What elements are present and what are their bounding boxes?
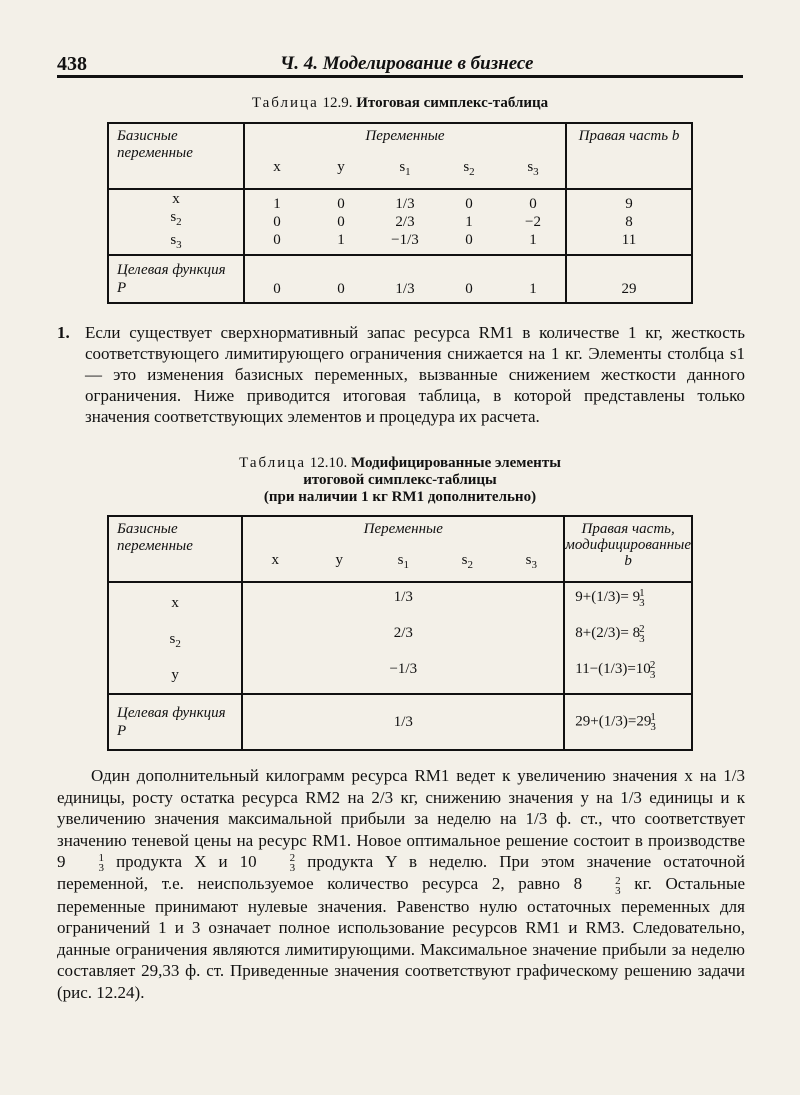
table1 xyxy=(107,122,693,304)
table2-var-y: y xyxy=(335,552,344,568)
table-row: 2/3 xyxy=(393,625,413,641)
table-row: 0 0 2/3 1 −2 xyxy=(273,214,541,230)
table1-var-s1: $s_1$ xyxy=(399,159,411,178)
table1-col-basic: Базисные переменные xyxy=(108,123,244,189)
table1-objective-values: 0 0 1/3 0 1 xyxy=(244,255,566,303)
table2-caption-title-3: (при наличии 1 кг RM1 дополнительно) xyxy=(263,489,537,505)
table1-values xyxy=(244,189,566,255)
table2 xyxy=(107,515,693,751)
table2-var-s1: $s_1$ xyxy=(397,552,409,571)
table2-col-vars: Переменные xyxy=(363,521,443,537)
table2-col-rhs: Правая часть, модифицированные b xyxy=(564,516,692,582)
table2-body-row xyxy=(108,582,692,694)
table1-col-rhs: Правая часть b xyxy=(566,123,692,189)
table1-objective-rhs: 29 xyxy=(566,255,692,303)
table2-objective-rhs: 29+(1/3)=29 1 3 xyxy=(564,694,692,750)
table-row: 1 0 1/3 0 0 xyxy=(273,196,537,212)
paragraph-1-text: Если существует сверхнормативный запас ресурса RM1 в количестве 1 кг, жесткость соответствующего лимитирующего ограничения снижается на 1 кг. Элементы столбца s1 — это изменения базисных переменных, вызванные снижением жесткости данного ограничения. Ниже приводится итоговая таблица, в которой представлены только значения соответствующих элементов и процедура их расчета. xyxy=(85,323,745,426)
table2-basis-x: x xyxy=(171,595,179,611)
table2-objective-row xyxy=(108,694,692,750)
table-row: −1/3 xyxy=(389,661,418,677)
table1-var-x: x xyxy=(273,159,281,175)
table1-caption-title: Итоговая симплекс-таблица xyxy=(356,95,549,111)
paragraph-2 xyxy=(57,765,745,1004)
table2-var-labels xyxy=(243,552,563,571)
table2-rhs-values xyxy=(564,582,692,694)
table1-objective-row xyxy=(108,255,692,303)
table1-var-y: y xyxy=(337,159,345,175)
table1-var-s3: $s_3$ xyxy=(527,159,539,178)
header-rule xyxy=(57,75,743,78)
table2-objective-label: Целевая функция P xyxy=(108,694,242,750)
table2-caption-label: Таблица xyxy=(239,455,306,471)
running-title: Ч. 4. Моделирование в бизнесе xyxy=(280,53,534,74)
table1-objective-label: Целевая функция P xyxy=(108,255,244,303)
table2-caption-number: 12.10. xyxy=(309,455,348,471)
table2-caption xyxy=(100,455,700,506)
table2-col-basic: Базисные переменные xyxy=(108,516,242,582)
table-row: 1/3 xyxy=(393,589,413,605)
table2-basis-y: y xyxy=(171,667,179,683)
table2-objective-values: 1/3 xyxy=(242,694,564,750)
table2-vars-header xyxy=(242,516,564,582)
paragraph-1 xyxy=(57,322,745,427)
table2-values xyxy=(242,582,564,694)
table2-rhs-row: 11−(1/3)=10 2 3 xyxy=(575,658,656,681)
table2-var-s3: $s_3$ xyxy=(525,552,537,571)
table2-caption-title-1: Модифицированные элементы xyxy=(350,455,561,471)
table2-caption-title-2: итоговой симплекс-таблицы xyxy=(303,472,497,488)
table1-header-row xyxy=(108,123,692,189)
table2-header-row xyxy=(108,516,692,582)
table1-body-row xyxy=(108,189,692,255)
table-row: 0 1 −1/3 0 1 xyxy=(273,232,537,248)
table2-basis-cell xyxy=(108,582,242,694)
table1-basis-cell xyxy=(108,189,244,255)
table2-basis-s2: $s_2$ xyxy=(169,631,181,650)
table1-caption xyxy=(100,95,700,112)
table1-var-s2: $s_2$ xyxy=(463,159,475,178)
table2-var-x: x xyxy=(271,552,280,568)
table1-basis-x: x xyxy=(172,191,180,207)
table1-caption-label: Таблица xyxy=(251,95,319,111)
page-number: 438 xyxy=(57,53,87,75)
table1-rhs-values: 9 8 11 xyxy=(566,189,692,255)
table2-rhs-row: 8+(2/3)= 8 2 3 xyxy=(575,622,645,645)
table1-basis-s2: $s_2$ xyxy=(170,209,182,228)
table2-rhs-row: 9+(1/3)= 9 1 3 xyxy=(575,586,645,609)
table1-col-vars: Переменные xyxy=(365,128,445,144)
table1-var-labels xyxy=(245,159,565,178)
table1-vars-header xyxy=(244,123,566,189)
paragraph-2-text: Один дополнительный килограмм ресурса RM1 ведет к увеличению значения x на 1/3 единицы, росту остатка ресурса RM2 на 2/3 кг, снижению значения y на 1/3 единицы и к увеличению значения максимальной прибыли за неделю на 1/3 ф. ст., что соответствует значению теневой цены на ресурс RM1. Новое оптимальное решение состоит в производстве 9 1 3 продукта X и 10 2 3 продукта Y в неделю. При этом значение остаточной переменной, т.е. неиспользуемое количество ресурса 2, равно 8 2 3 кг. Остальные переменные принимают нулевые значения. Равенство нулю остаточных переменных для ограничений 1 и 3 означает полное использование ресурсов RM1 и RM3. Следовательно, данные ограничения являются лимитирующими. Максимальное значение прибыли за неделю составляет 29,33 ф. ст. Приведенные значения соответствуют графическому решению задачи (рис. 12.24). xyxy=(57,766,745,1002)
table1-basis-s3: $s_3$ xyxy=(170,232,182,251)
list-marker: 1. xyxy=(57,323,70,342)
table1-caption-number: 12.9. xyxy=(322,95,353,111)
table2-var-s2: $s_2$ xyxy=(461,552,473,571)
